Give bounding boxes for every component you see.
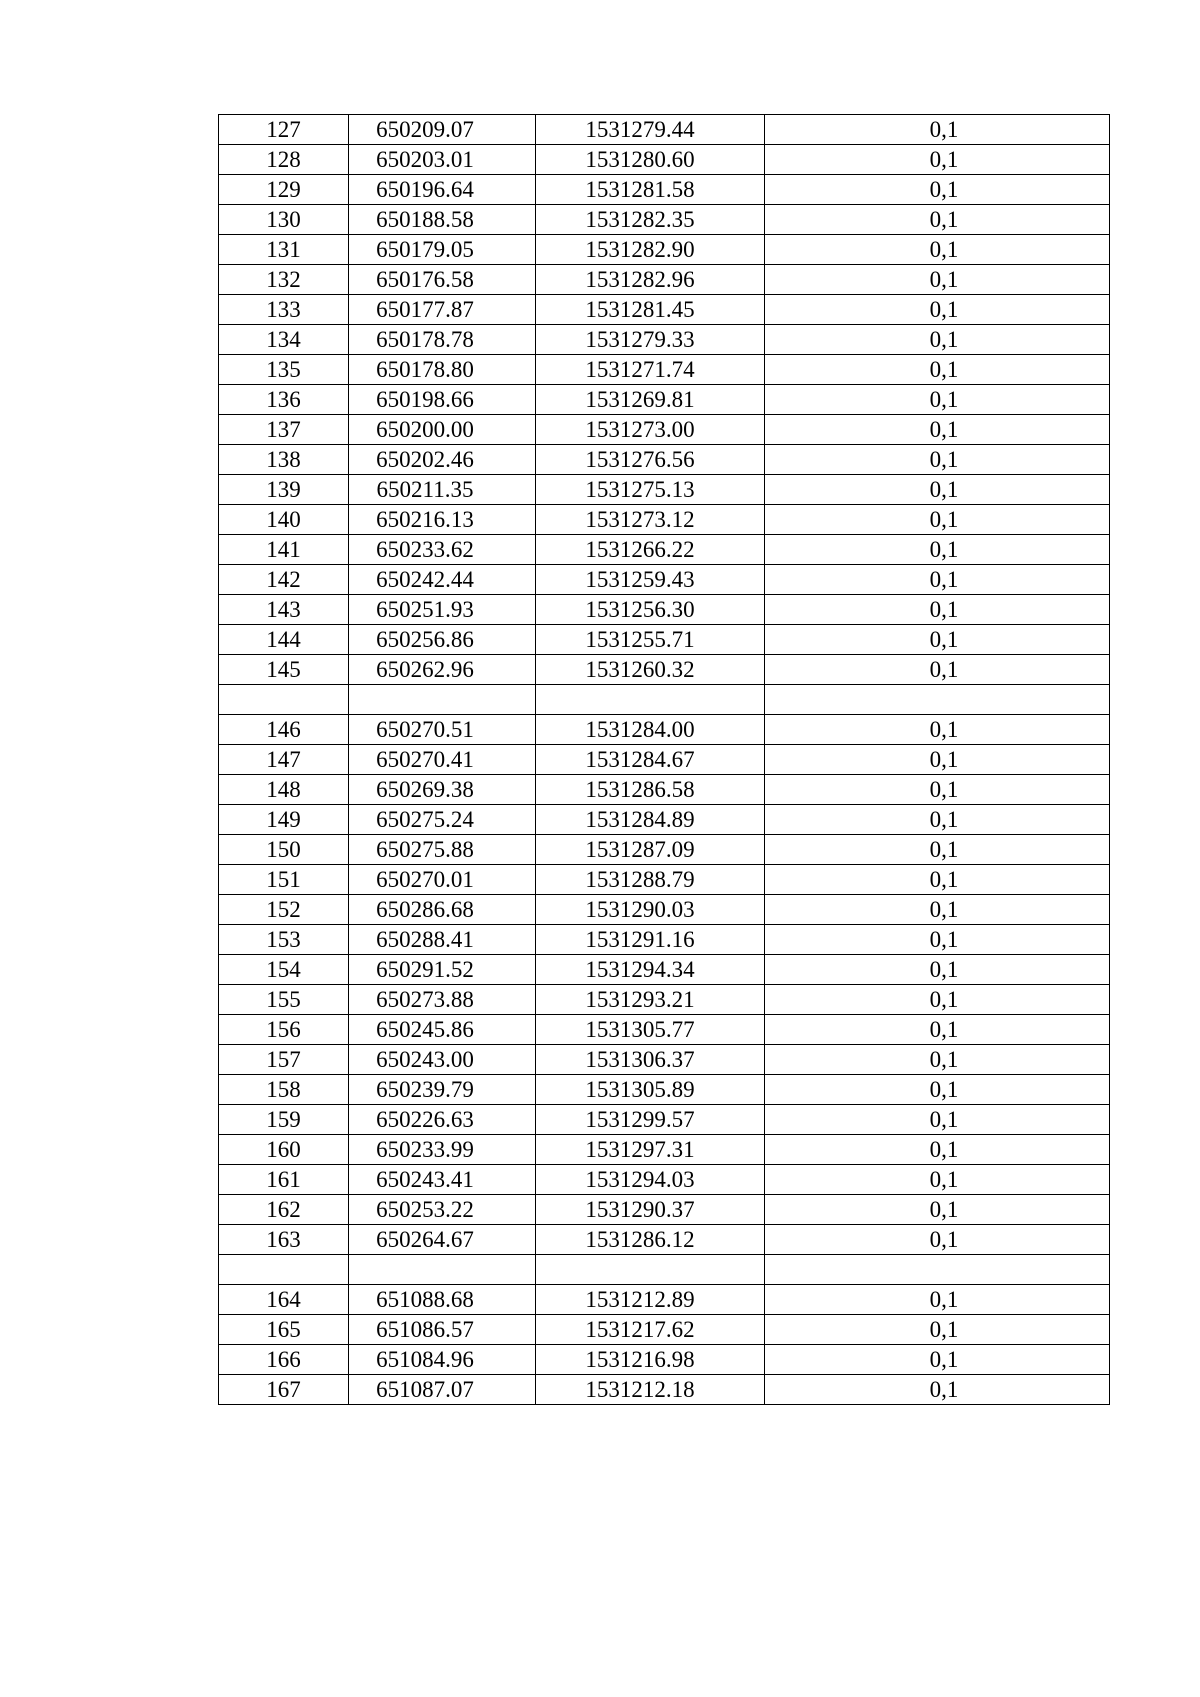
x-coordinate-cell: 650286.68 — [349, 895, 536, 925]
table-row — [219, 1045, 1110, 1075]
accuracy-cell: 0,1 — [765, 1135, 1110, 1165]
y-coordinate-cell: 1531286.58 — [536, 775, 765, 805]
table-row — [219, 1285, 1110, 1315]
y-coordinate-cell: 1531290.37 — [536, 1195, 765, 1225]
table-row — [219, 595, 1110, 625]
accuracy-cell: 0,1 — [765, 655, 1110, 685]
y-coordinate-cell: 1531293.21 — [536, 985, 765, 1015]
y-coordinate-cell: 1531294.03 — [536, 1165, 765, 1195]
table-row — [219, 835, 1110, 865]
point-number-cell: 167 — [219, 1375, 349, 1405]
accuracy-cell: 0,1 — [765, 235, 1110, 265]
table-row — [219, 115, 1110, 145]
table-row — [219, 535, 1110, 565]
point-number-cell: 151 — [219, 865, 349, 895]
accuracy-cell: 0,1 — [765, 1225, 1110, 1255]
accuracy-cell: 0,1 — [765, 205, 1110, 235]
table-row — [219, 145, 1110, 175]
accuracy-cell — [765, 1255, 1110, 1285]
y-coordinate-cell: 1531282.35 — [536, 205, 765, 235]
accuracy-cell: 0,1 — [765, 385, 1110, 415]
table-row — [219, 1135, 1110, 1165]
x-coordinate-cell: 650188.58 — [349, 205, 536, 235]
accuracy-cell: 0,1 — [765, 565, 1110, 595]
x-coordinate-cell: 650196.64 — [349, 175, 536, 205]
x-coordinate-cell: 651087.07 — [349, 1375, 536, 1405]
x-coordinate-cell: 650273.88 — [349, 985, 536, 1015]
point-number-cell: 139 — [219, 475, 349, 505]
accuracy-cell: 0,1 — [765, 895, 1110, 925]
accuracy-cell: 0,1 — [765, 1075, 1110, 1105]
accuracy-cell: 0,1 — [765, 925, 1110, 955]
y-coordinate-cell: 1531286.12 — [536, 1225, 765, 1255]
point-number-cell: 158 — [219, 1075, 349, 1105]
accuracy-cell: 0,1 — [765, 1345, 1110, 1375]
y-coordinate-cell: 1531306.37 — [536, 1045, 765, 1075]
table-row — [219, 1315, 1110, 1345]
y-coordinate-cell: 1531297.31 — [536, 1135, 765, 1165]
coordinates-table-body — [219, 115, 1110, 1405]
x-coordinate-cell: 650270.01 — [349, 865, 536, 895]
table-row — [219, 295, 1110, 325]
y-coordinate-cell: 1531284.00 — [536, 715, 765, 745]
point-number-cell: 165 — [219, 1315, 349, 1345]
x-coordinate-cell: 650178.78 — [349, 325, 536, 355]
table-row — [219, 1015, 1110, 1045]
point-number-cell: 134 — [219, 325, 349, 355]
x-coordinate-cell: 650233.99 — [349, 1135, 536, 1165]
point-number-cell: 153 — [219, 925, 349, 955]
point-number-cell: 143 — [219, 595, 349, 625]
table-row — [219, 985, 1110, 1015]
x-coordinate-cell: 651086.57 — [349, 1315, 536, 1345]
x-coordinate-cell: 650243.41 — [349, 1165, 536, 1195]
x-coordinate-cell: 650251.93 — [349, 595, 536, 625]
y-coordinate-cell — [536, 1255, 765, 1285]
y-coordinate-cell: 1531269.81 — [536, 385, 765, 415]
point-number-cell: 149 — [219, 805, 349, 835]
point-number-cell: 164 — [219, 1285, 349, 1315]
table-row — [219, 895, 1110, 925]
point-number-cell: 142 — [219, 565, 349, 595]
table-row — [219, 1225, 1110, 1255]
y-coordinate-cell: 1531273.00 — [536, 415, 765, 445]
x-coordinate-cell: 650202.46 — [349, 445, 536, 475]
table-row — [219, 475, 1110, 505]
accuracy-cell: 0,1 — [765, 175, 1110, 205]
accuracy-cell: 0,1 — [765, 955, 1110, 985]
x-coordinate-cell: 651084.96 — [349, 1345, 536, 1375]
y-coordinate-cell: 1531284.67 — [536, 745, 765, 775]
y-coordinate-cell: 1531290.03 — [536, 895, 765, 925]
accuracy-cell: 0,1 — [765, 1045, 1110, 1075]
table-row — [219, 1075, 1110, 1105]
x-coordinate-cell: 650211.35 — [349, 475, 536, 505]
accuracy-cell: 0,1 — [765, 475, 1110, 505]
x-coordinate-cell: 650288.41 — [349, 925, 536, 955]
point-number-cell: 130 — [219, 205, 349, 235]
accuracy-cell: 0,1 — [765, 1315, 1110, 1345]
x-coordinate-cell: 650253.22 — [349, 1195, 536, 1225]
accuracy-cell: 0,1 — [765, 325, 1110, 355]
point-number-cell: 148 — [219, 775, 349, 805]
accuracy-cell: 0,1 — [765, 1195, 1110, 1225]
point-number-cell: 152 — [219, 895, 349, 925]
table-row — [219, 805, 1110, 835]
x-coordinate-cell: 650233.62 — [349, 535, 536, 565]
accuracy-cell: 0,1 — [765, 865, 1110, 895]
point-number-cell: 133 — [219, 295, 349, 325]
point-number-cell: 131 — [219, 235, 349, 265]
table-row — [219, 385, 1110, 415]
y-coordinate-cell: 1531276.56 — [536, 445, 765, 475]
x-coordinate-cell: 650270.51 — [349, 715, 536, 745]
y-coordinate-cell: 1531282.96 — [536, 265, 765, 295]
y-coordinate-cell: 1531266.22 — [536, 535, 765, 565]
point-number-cell: 146 — [219, 715, 349, 745]
table-separator-row — [219, 1255, 1110, 1285]
x-coordinate-cell: 650226.63 — [349, 1105, 536, 1135]
y-coordinate-cell: 1531282.90 — [536, 235, 765, 265]
point-number-cell: 144 — [219, 625, 349, 655]
point-number-cell: 166 — [219, 1345, 349, 1375]
accuracy-cell: 0,1 — [765, 985, 1110, 1015]
y-coordinate-cell: 1531287.09 — [536, 835, 765, 865]
y-coordinate-cell — [536, 685, 765, 715]
point-number-cell: 147 — [219, 745, 349, 775]
point-number-cell: 155 — [219, 985, 349, 1015]
table-row — [219, 1195, 1110, 1225]
x-coordinate-cell: 650269.38 — [349, 775, 536, 805]
x-coordinate-cell: 650178.80 — [349, 355, 536, 385]
y-coordinate-cell: 1531288.79 — [536, 865, 765, 895]
point-number-cell: 159 — [219, 1105, 349, 1135]
x-coordinate-cell: 650262.96 — [349, 655, 536, 685]
accuracy-cell: 0,1 — [765, 625, 1110, 655]
accuracy-cell: 0,1 — [765, 355, 1110, 385]
table-row — [219, 1165, 1110, 1195]
table-row — [219, 505, 1110, 535]
x-coordinate-cell: 650177.87 — [349, 295, 536, 325]
point-number-cell: 156 — [219, 1015, 349, 1045]
y-coordinate-cell: 1531281.45 — [536, 295, 765, 325]
point-number-cell: 150 — [219, 835, 349, 865]
point-number-cell: 127 — [219, 115, 349, 145]
y-coordinate-cell: 1531259.43 — [536, 565, 765, 595]
y-coordinate-cell: 1531271.74 — [536, 355, 765, 385]
accuracy-cell: 0,1 — [765, 1375, 1110, 1405]
table-row — [219, 1105, 1110, 1135]
accuracy-cell: 0,1 — [765, 265, 1110, 295]
accuracy-cell — [765, 685, 1110, 715]
y-coordinate-cell: 1531212.18 — [536, 1375, 765, 1405]
x-coordinate-cell: 650198.66 — [349, 385, 536, 415]
table-row — [219, 235, 1110, 265]
table-row — [219, 1375, 1110, 1405]
x-coordinate-cell: 650243.00 — [349, 1045, 536, 1075]
y-coordinate-cell: 1531255.71 — [536, 625, 765, 655]
accuracy-cell: 0,1 — [765, 745, 1110, 775]
x-coordinate-cell: 650242.44 — [349, 565, 536, 595]
accuracy-cell: 0,1 — [765, 805, 1110, 835]
point-number-cell: 157 — [219, 1045, 349, 1075]
point-number-cell: 135 — [219, 355, 349, 385]
y-coordinate-cell: 1531260.32 — [536, 655, 765, 685]
y-coordinate-cell: 1531217.62 — [536, 1315, 765, 1345]
table-row — [219, 775, 1110, 805]
accuracy-cell: 0,1 — [765, 1105, 1110, 1135]
table-row — [219, 1345, 1110, 1375]
accuracy-cell: 0,1 — [765, 835, 1110, 865]
table-row — [219, 325, 1110, 355]
x-coordinate-cell: 650256.86 — [349, 625, 536, 655]
table-row — [219, 955, 1110, 985]
point-number-cell: 162 — [219, 1195, 349, 1225]
point-number-cell: 132 — [219, 265, 349, 295]
y-coordinate-cell: 1531280.60 — [536, 145, 765, 175]
accuracy-cell: 0,1 — [765, 445, 1110, 475]
x-coordinate-cell: 650209.07 — [349, 115, 536, 145]
table-separator-row — [219, 685, 1110, 715]
table-row — [219, 745, 1110, 775]
x-coordinate-cell: 650179.05 — [349, 235, 536, 265]
x-coordinate-cell — [349, 1255, 536, 1285]
accuracy-cell: 0,1 — [765, 505, 1110, 535]
point-number-cell: 137 — [219, 415, 349, 445]
y-coordinate-cell: 1531256.30 — [536, 595, 765, 625]
x-coordinate-cell: 650275.88 — [349, 835, 536, 865]
x-coordinate-cell: 650200.00 — [349, 415, 536, 445]
y-coordinate-cell: 1531212.89 — [536, 1285, 765, 1315]
point-number-cell — [219, 685, 349, 715]
point-number-cell: 138 — [219, 445, 349, 475]
point-number-cell: 154 — [219, 955, 349, 985]
table-row — [219, 175, 1110, 205]
accuracy-cell: 0,1 — [765, 145, 1110, 175]
table-row — [219, 565, 1110, 595]
x-coordinate-cell: 650245.86 — [349, 1015, 536, 1045]
x-coordinate-cell: 651088.68 — [349, 1285, 536, 1315]
point-number-cell: 160 — [219, 1135, 349, 1165]
point-number-cell: 129 — [219, 175, 349, 205]
coordinates-table — [218, 114, 1110, 1405]
x-coordinate-cell: 650203.01 — [349, 145, 536, 175]
table-row — [219, 655, 1110, 685]
accuracy-cell: 0,1 — [765, 775, 1110, 805]
y-coordinate-cell: 1531273.12 — [536, 505, 765, 535]
accuracy-cell: 0,1 — [765, 595, 1110, 625]
y-coordinate-cell: 1531299.57 — [536, 1105, 765, 1135]
x-coordinate-cell — [349, 685, 536, 715]
y-coordinate-cell: 1531305.77 — [536, 1015, 765, 1045]
x-coordinate-cell: 650264.67 — [349, 1225, 536, 1255]
table-row — [219, 265, 1110, 295]
y-coordinate-cell: 1531305.89 — [536, 1075, 765, 1105]
y-coordinate-cell: 1531284.89 — [536, 805, 765, 835]
accuracy-cell: 0,1 — [765, 535, 1110, 565]
accuracy-cell: 0,1 — [765, 1285, 1110, 1315]
accuracy-cell: 0,1 — [765, 295, 1110, 325]
y-coordinate-cell: 1531279.33 — [536, 325, 765, 355]
y-coordinate-cell: 1531216.98 — [536, 1345, 765, 1375]
x-coordinate-cell: 650291.52 — [349, 955, 536, 985]
y-coordinate-cell: 1531291.16 — [536, 925, 765, 955]
table-row — [219, 205, 1110, 235]
y-coordinate-cell: 1531279.44 — [536, 115, 765, 145]
point-number-cell: 141 — [219, 535, 349, 565]
table-row — [219, 415, 1110, 445]
point-number-cell: 140 — [219, 505, 349, 535]
x-coordinate-cell: 650239.79 — [349, 1075, 536, 1105]
point-number-cell — [219, 1255, 349, 1285]
y-coordinate-cell: 1531275.13 — [536, 475, 765, 505]
point-number-cell: 163 — [219, 1225, 349, 1255]
accuracy-cell: 0,1 — [765, 1165, 1110, 1195]
table-row — [219, 445, 1110, 475]
accuracy-cell: 0,1 — [765, 415, 1110, 445]
y-coordinate-cell: 1531281.58 — [536, 175, 765, 205]
table-row — [219, 925, 1110, 955]
point-number-cell: 128 — [219, 145, 349, 175]
accuracy-cell: 0,1 — [765, 715, 1110, 745]
table-row — [219, 865, 1110, 895]
x-coordinate-cell: 650270.41 — [349, 745, 536, 775]
point-number-cell: 136 — [219, 385, 349, 415]
point-number-cell: 161 — [219, 1165, 349, 1195]
x-coordinate-cell: 650275.24 — [349, 805, 536, 835]
table-row — [219, 625, 1110, 655]
y-coordinate-cell: 1531294.34 — [536, 955, 765, 985]
table-row — [219, 715, 1110, 745]
accuracy-cell: 0,1 — [765, 115, 1110, 145]
point-number-cell: 145 — [219, 655, 349, 685]
table-row — [219, 355, 1110, 385]
accuracy-cell: 0,1 — [765, 1015, 1110, 1045]
x-coordinate-cell: 650216.13 — [349, 505, 536, 535]
x-coordinate-cell: 650176.58 — [349, 265, 536, 295]
